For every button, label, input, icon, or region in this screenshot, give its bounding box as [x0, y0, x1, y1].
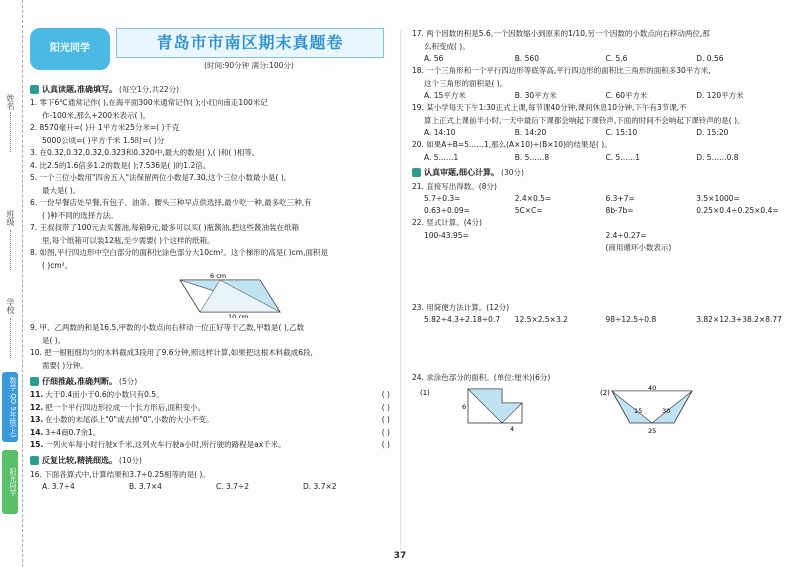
question-4: 4. 比2.5的1.6倍多1.2的数是( );7.536是( )的1.2倍。: [30, 160, 211, 170]
question-2: 2. 8570毫升=( )升 1平方米25分米=( )千克: [30, 123, 180, 132]
option: D. 15:20: [696, 128, 729, 137]
section-title: 认真读题,准确填写。: [42, 84, 118, 94]
figure-1-side-a: 6: [462, 402, 467, 411]
simplify-item: 98÷12.5÷0.8: [605, 315, 657, 324]
question-20: 20. 如果A÷B=5……1,那么(A×10)÷(B×10)的结果是( )。: [412, 140, 612, 149]
section-score: (5分): [119, 376, 138, 386]
option: A. 14:10: [424, 128, 456, 137]
question-23: 23. 用简便方法计算。(12分): [412, 302, 510, 312]
judge-question: [30, 402, 390, 415]
name-label: 姓名: [6, 94, 15, 110]
question-8: 8. 如图,平行四边形中空白部分的面积比涂色部分大10cm²。这个梯形的高是( )cm,面积是: [30, 248, 328, 257]
question-16: 16. 下面各算式中,计算结果和3.7÷0.25相等的是( )。: [30, 469, 210, 479]
option: B. 30平方米: [514, 91, 557, 100]
judge-number: 13.: [30, 415, 44, 424]
answer-paren[interactable]: ( ): [381, 427, 390, 437]
question-22-items: [412, 230, 787, 242]
calc-item: 5.7÷0.3=: [424, 194, 461, 203]
simplify-item: 3.82×12.3+38.2×8.77: [696, 315, 782, 324]
exam-time-info: (时间:90分钟 满分:100分): [204, 61, 294, 70]
right-column: [412, 28, 787, 558]
section-score: (30分): [501, 168, 524, 177]
question-10-cont: 需要( )分钟。: [42, 360, 88, 370]
calc-item: 3.5×1000=: [696, 194, 740, 203]
section-flag-icon: [30, 456, 39, 465]
figure-1-label: (1): [420, 388, 430, 397]
option: B. 3.7×4: [129, 482, 162, 491]
question-9-cont: 是( )。: [42, 335, 66, 345]
judge-question: [30, 414, 390, 427]
section-title: 仔细推敲,准确判断。: [42, 376, 118, 386]
section-flag-icon: [412, 168, 421, 177]
answer-paren[interactable]: ( ): [381, 390, 390, 399]
brand-logo: 阳光同学: [30, 28, 110, 70]
question-19-options: [412, 127, 787, 139]
calc-row: [412, 205, 787, 217]
question-18: 18. 一个三角形和一个平行四边形等底等高,平行四边形的面积比三角形的面积多30平方米,: [412, 66, 711, 75]
figure-bottom-length: 10 cm: [228, 313, 249, 318]
question-10: 10. 把一根粗细均匀的木料截成3段用了9.6分钟,照这样计算,如果把这根木料截成6段,: [30, 348, 313, 357]
school-label: 学校: [6, 298, 15, 314]
class-label: 班级: [6, 210, 15, 226]
question-19-cont: 算上正式上课前半小时,一天中最后下课都会响起下课铃声,下面的时间不会响起下课铃声的是( )。: [424, 115, 745, 125]
calc-item: 8b-7b=: [605, 206, 634, 215]
section-fill-in: [30, 83, 390, 95]
question-2-cont: 5000公顷=( )平方千米 1.5时=( )分: [42, 135, 165, 145]
question-22-note: (商用循环小数表示): [605, 242, 672, 252]
simplify-item: 12.5×2.5×3.2: [514, 315, 568, 324]
section-choice: [30, 455, 390, 467]
section-title: 认真审题,细心计算。: [424, 168, 500, 177]
judge-question: [30, 439, 390, 452]
figure-2-bottom: 25: [648, 426, 657, 435]
question-3: 3. 在0.32,0.32̇,0.3̇2̇,0.323和0.320中,最大的数是( ),( )和( )相等。: [30, 148, 260, 157]
judge-text: 一列火车每小时行驶x千米,这列火车行驶a小时,所行驶的路程是ax千米。: [45, 440, 286, 449]
vertical-calc-item: 100-43.95=: [424, 230, 469, 240]
column-divider: [400, 30, 401, 550]
vertical-calc-item: 2.4÷0.27=: [605, 230, 647, 240]
figure-parallelogram: [30, 272, 390, 318]
section-score: (10分): [119, 456, 142, 465]
section-score: (每空1分,共22分): [119, 84, 180, 94]
question-24: 24. 求涂色部分的面积。(单位:厘米)(6分): [412, 373, 551, 382]
question-1-cont: 作-100米,那么+200米表示( )。: [42, 110, 151, 120]
figure-2-label: (2): [600, 388, 610, 397]
option: A. 56: [424, 54, 444, 63]
judge-question: [30, 427, 390, 440]
question-17-cont: 么积变成( )。: [424, 41, 470, 51]
option: A. 5……1: [424, 152, 459, 162]
question-22-note-row: [412, 242, 787, 254]
judge-text: 在小数的末尾添上"0"或去掉"0",小数的大小不变。: [45, 415, 214, 424]
question-19: 19. 某小学每天下午1:30正式上课,每节课40分钟,课间休息10分钟,下午有3节课,不: [412, 103, 687, 112]
option: B. 14:20: [514, 128, 547, 137]
question-7-cont: 里,每个纸箱可以装12瓶,至少需要( )个这样的纸箱。: [42, 235, 215, 245]
section-calc: [412, 167, 787, 179]
option: C. 15:10: [605, 128, 638, 137]
option: C. 60平方米: [605, 91, 648, 100]
work-space: [412, 326, 787, 372]
option: C. 5……1: [605, 152, 641, 162]
option: D. 3.7×2: [303, 482, 337, 491]
answer-paren[interactable]: ( ): [381, 402, 390, 412]
figure-2-left: 15: [634, 406, 643, 415]
figure-2-top: 40: [648, 384, 657, 392]
judge-number: 12.: [30, 402, 44, 412]
option: B. 5……8: [514, 152, 550, 162]
section-judge: [30, 375, 390, 387]
question-23-items: [412, 314, 787, 326]
question-17-options: [412, 53, 787, 65]
section-flag-icon: [30, 377, 39, 386]
answer-paren[interactable]: ( ): [381, 415, 390, 424]
class-line: [10, 230, 12, 270]
calc-row: [412, 193, 787, 205]
calc-item: 5C×C=: [514, 206, 543, 215]
question-7: 7. 王叔叔带了100元去买酱油,每箱9元,最多可以买( )瓶酱油,把这些酱油装在纸箱: [30, 223, 300, 232]
option: D. 5……0.8: [696, 152, 739, 162]
option: C. 3.7÷2: [216, 482, 249, 491]
section-flag-icon: [30, 85, 39, 94]
question-16-options: [30, 481, 390, 493]
figure-1-side-b: 4: [510, 424, 515, 433]
question-6: 6. 一份早餐店处早餐,有包子、油条、腰头三种早点供选择,最少吃一种,最多吃三种,有: [30, 198, 312, 207]
option: A. 3.7÷4: [42, 482, 75, 491]
question-18-cont: 这个三角形的面积是( )。: [424, 78, 508, 88]
answer-paren[interactable]: ( ): [381, 440, 390, 449]
option: D. 120平方米: [696, 91, 744, 100]
question-8-cont: ( )cm²。: [42, 260, 73, 270]
left-column: [30, 28, 390, 558]
option: A. 15平方米: [424, 91, 466, 100]
question-20-options: [412, 152, 787, 164]
judge-number: 14.: [30, 427, 44, 437]
question-17: 17. 两个因数的积是5.6,一个因数缩小到原来的1/10,另一个因数的小数点向右移动两位,那: [412, 29, 710, 38]
question-5: 5. 一个三位小数用"四舍五入"法保留两位小数是7.30,这个三位小数最小是( ),: [30, 173, 287, 182]
page-number: 37: [393, 551, 407, 561]
judge-text: 把一个平行四边形拉成一个长方形后,面积变小。: [45, 402, 206, 412]
simplify-item: 5.82÷4.3+2.18÷0.7: [424, 315, 501, 324]
option: C. 5.6: [605, 54, 628, 63]
judge-text: 3÷4商0.7余1。: [45, 427, 101, 437]
work-space: [412, 254, 787, 302]
name-line: [10, 112, 12, 152]
judge-list: [30, 389, 390, 452]
calc-item: 2.4×0.5=: [514, 194, 552, 203]
brand-tab: 阳光同学: [2, 450, 18, 514]
subject-tab: 数学 QD 5年级(上): [2, 372, 18, 442]
figure-top-length: 6 cm: [210, 272, 227, 280]
judge-question: [30, 389, 390, 402]
question-5-cont: 最大是( )。: [42, 185, 81, 195]
question-21: 21. 直接写出得数。(8分): [412, 181, 497, 191]
calc-item: 6.3+7=: [605, 194, 635, 203]
binding-sidebar: [0, 0, 23, 567]
header: [30, 28, 390, 80]
judge-text: 大于0.4而小于0.6的小数只有0.5。: [45, 390, 164, 399]
exam-title: 青岛市市南区期末真题卷: [116, 28, 384, 58]
figure-2-right: 30: [662, 406, 671, 415]
calc-item: 0.25×0.4÷0.25×0.4=: [696, 206, 779, 215]
section-title: 反复比较,精挑细选。: [42, 456, 118, 465]
school-line: [10, 318, 12, 358]
question-6-cont: ( )种不同的选择方法。: [42, 210, 118, 220]
question-22: 22. 竖式计算。(4分): [412, 218, 482, 227]
judge-number: 11.: [30, 390, 44, 399]
question-18-options: [412, 90, 787, 102]
question-9: 9. 甲、乙两数的和是16.5,甲数的小数点向右移动一位正好等于乙数,甲数是( ),乙数: [30, 323, 305, 332]
judge-number: 15.: [30, 440, 44, 449]
figure-shaded-areas: [412, 385, 787, 437]
calc-item: 0.63÷0.09=: [424, 206, 470, 215]
question-1: 1. 零下6℃通常记作( ),在海平面300米通常记作( );小红向南走100米记: [30, 98, 268, 107]
option: D. 0.56: [696, 54, 724, 63]
option: B. 560: [514, 54, 539, 63]
